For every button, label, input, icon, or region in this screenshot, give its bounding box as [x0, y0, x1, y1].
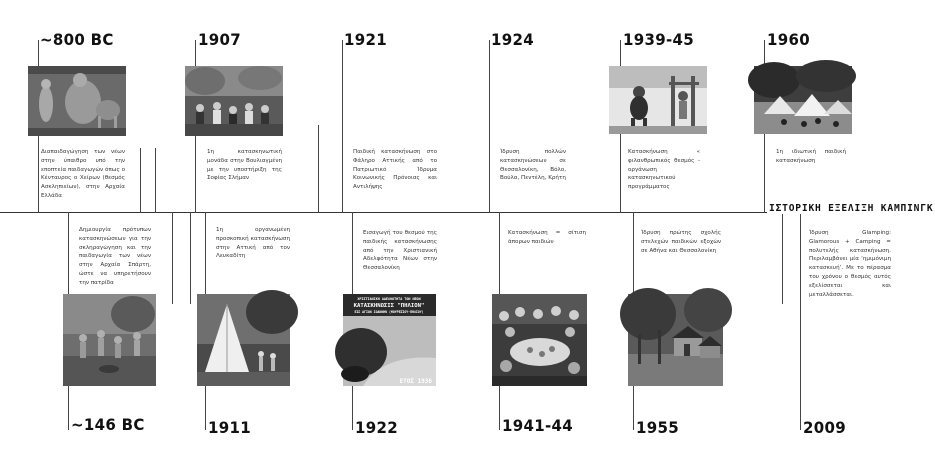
- poster-subtitle-text: ΕΙΣ ΑΓΙΟΝ ΙΩΑΝΝΗΝ (ΜΟΥΡΕΣΙΟΥ-ΠΗΛΙΟΥ): [354, 310, 424, 314]
- event-description: Κατασκήνωση = σίτιση άπορων παιδιών: [508, 230, 586, 245]
- event-description: 1η ιδιωτική παιδική κατασκήνωση: [776, 149, 846, 164]
- relief-centaur-teaching-photo: [28, 66, 126, 136]
- first-camp-group-photo: [185, 66, 283, 136]
- connector-line: [782, 212, 783, 304]
- poster-title-text: ΚΑΤΑΣΚΗΝΩΣΙΣ "ΠΗΛΙΟΝ": [353, 303, 425, 309]
- year-label: 1960: [767, 30, 810, 50]
- year-label: 1955: [636, 418, 679, 438]
- poster-pelion-camp-photo: [343, 294, 436, 386]
- year-label: ~146 BC: [71, 415, 145, 435]
- event-description: Ίδρυση πολλών κατασκηνώσεων σε Θεσσαλονίκη, Βόλο, Βούλα, Πεντέλη, Κρήτη: [500, 149, 566, 182]
- tent-camp-photo: [197, 294, 290, 386]
- private-camp-tents-photo: [754, 66, 852, 134]
- connector-line: [172, 212, 173, 304]
- year-label: 1921: [344, 30, 387, 50]
- connector-line: [190, 212, 191, 304]
- poster-top-text: ΧΡΙΣΤΙΑΝΙΚΗ ΑΔΕΛΦΟΤΗΤΑ ΤΩΝ ΝΕΩΝ: [357, 297, 421, 301]
- connector-line: [318, 125, 319, 213]
- year-label: 1924: [491, 30, 534, 50]
- connector-line: [140, 148, 141, 213]
- event-description: 1η κατασκηνωτική μονάδα στην Βουλιαγμένη με την υποστήριξη της Σοφίας Σλήμαν: [207, 149, 282, 182]
- year-label: ~800 BC: [40, 30, 114, 50]
- connector-line: [800, 212, 801, 430]
- year-label: 1911: [208, 418, 251, 438]
- event-description: Παιδική κατασκήνωση στο Φάληρο Αττικής από το Πατριωτικό Ίδρυμα Κοινωνικής Πρόνοιας και Αντιλήψης: [353, 149, 437, 191]
- event-description: Ίδρυση πρώτης σχολής στελεχών παιδικών εξοχών σε Αθήνα και Θεσσαλονίκη: [641, 230, 721, 254]
- year-label: 1939-45: [623, 30, 694, 50]
- connector-line: [489, 40, 490, 213]
- event-description: Διαπαιδαγώγηση των νέων στην ύπαιθρο υπό την εποπτεία παιδαγωγών όπως ο Κένταυρος ο Χείρων (θεσμός Ασκληπιείων), στην Αρχαία Ελλάδα: [41, 149, 125, 199]
- event-description: Δημιουργία πρότυπων κατασκηνώσεων για την σκληραγώγηση και την παιδαγωγία των νέων στην Αρχαία Σπάρτη, ώστε να υπηρετήσουν την πατρίδα: [79, 227, 151, 286]
- event-description: Εισαγωγή του θεσμού της παιδικής κατασκήνωσης από την Χριστιανική Αδελφότητα Νέων στην Θεσσαλονίκη: [363, 230, 437, 272]
- children-meal-photo: [492, 294, 587, 386]
- year-label: 1941-44: [502, 416, 573, 436]
- event-description: 1η οργανωμένη προσκοπική κατασκήνωση στην Αττική από τον Λευκαδίτη: [216, 227, 290, 260]
- event-description: Κατασκήνωση « φιλανθρωπικός θεσμός - οργάνωση κατασκηνωτικού προγράμματος: [628, 149, 700, 191]
- year-label: 1907: [198, 30, 241, 50]
- year-label: 2009: [803, 418, 846, 438]
- timeline-title: ΙΣΤΟΡΙΚΗ ΕΞΕΛΙΞΗ ΚΑΜΠΙΝΓΚ: [769, 203, 934, 214]
- event-description: Ίδρυση Glamping: Glamorous + Camping = πολυτελής κατασκήνωση. Περιλαμβάνει μία ‘ημιμόνιμη κατασκευή’. Με το πέρασμα του χρόνου ο θεσμός αυτός εξελίσσεται και μεταλλάσσεται.: [809, 230, 891, 298]
- poster-year-text: ΕΤΟΣ 1936: [399, 378, 432, 385]
- ancient-youth-training-photo: [63, 294, 156, 386]
- connector-line: [342, 40, 343, 213]
- wooden-huts-photo: [628, 294, 723, 386]
- year-label: 1922: [355, 418, 398, 438]
- children-exercise-photo: [609, 66, 707, 134]
- connector-line: [155, 148, 156, 213]
